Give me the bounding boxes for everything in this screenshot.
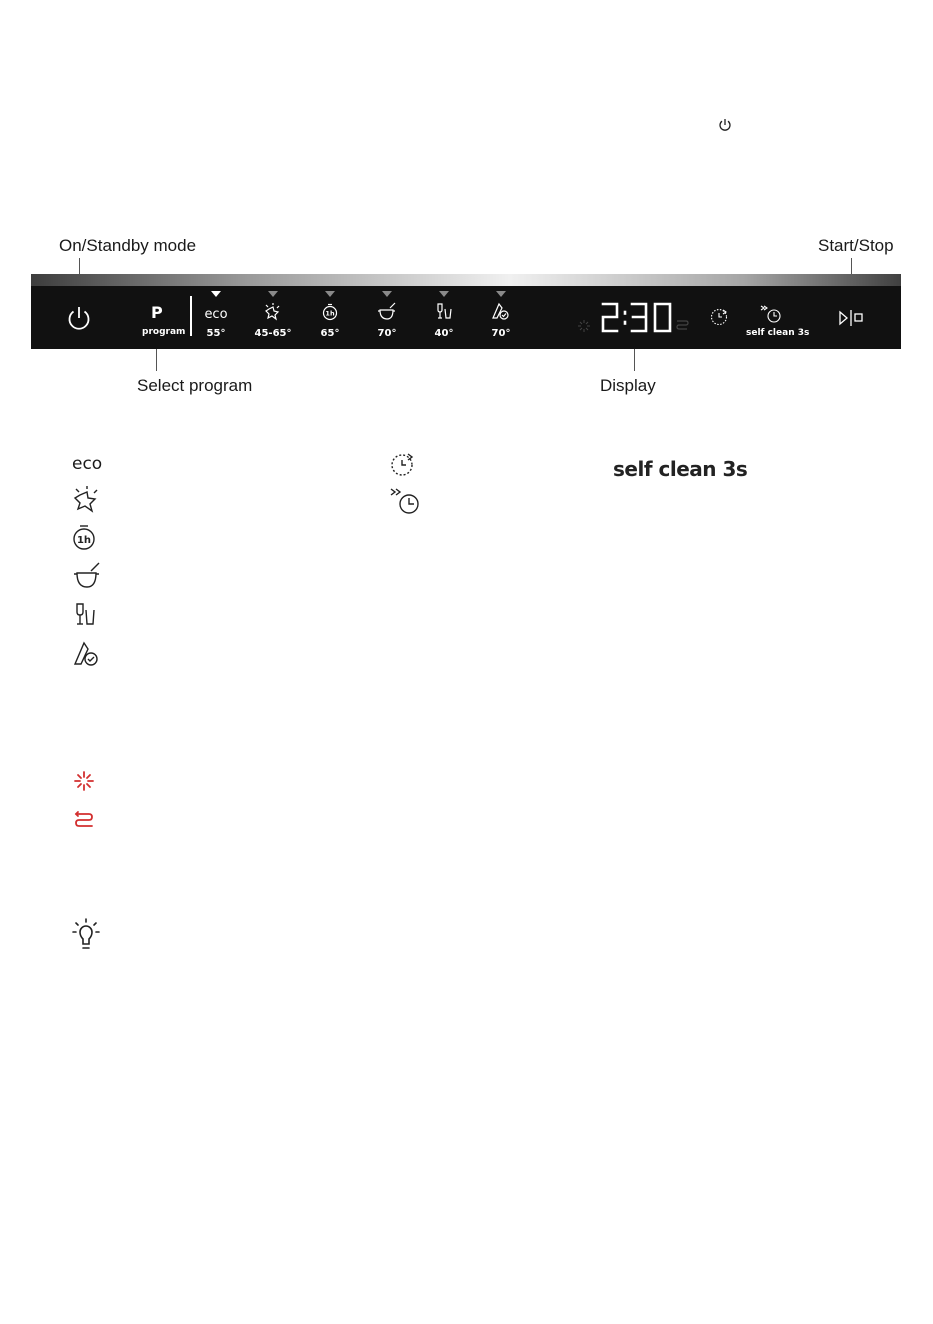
program-temp: 55° — [206, 328, 226, 339]
program-indicator-1h — [325, 291, 335, 297]
regeneration-icon — [675, 318, 689, 330]
delay-start-icon — [389, 450, 417, 478]
sparkle-icon — [72, 485, 102, 515]
program-letter: P — [151, 303, 163, 322]
program-pot-button[interactable] — [362, 300, 412, 340]
glasses-icon — [73, 602, 99, 628]
program-indicator-pot — [382, 291, 392, 297]
program-indicator-eco — [211, 291, 221, 297]
sparkle-icon — [264, 303, 282, 321]
speed-self-clean-button[interactable] — [746, 304, 821, 340]
start-stop-icon — [837, 310, 865, 326]
self-clean-label: self clean 3s — [746, 328, 810, 338]
svg-text:1h: 1h — [325, 309, 335, 318]
start-stop-button[interactable] — [837, 310, 865, 326]
seven-segment-digits — [600, 300, 675, 336]
delay-start-icon — [709, 307, 729, 327]
callout-start-stop: Start/Stop — [818, 236, 894, 255]
callout-display: Display — [600, 376, 656, 395]
glasses-icon — [435, 303, 453, 321]
program-temp: 65° — [320, 328, 340, 339]
power-icon — [66, 304, 92, 332]
program-button[interactable] — [134, 302, 184, 340]
program-indicator-glasses — [439, 291, 449, 297]
program-indicator-sparkle — [268, 291, 278, 297]
svg-text:1h: 1h — [76, 535, 92, 546]
speed-clock-icon — [759, 304, 785, 324]
program-indicator-hygiene — [496, 291, 506, 297]
callout-select-program: Select program — [137, 376, 253, 395]
on-standby-button[interactable] — [66, 304, 92, 332]
pot-icon — [72, 562, 102, 590]
rinse-aid-icon — [577, 319, 591, 333]
salt-warning-icon — [73, 810, 95, 830]
callout-on-standby: On/Standby mode — [59, 236, 197, 255]
program-1h-button[interactable] — [305, 300, 355, 340]
timer-1h-icon — [72, 524, 98, 552]
pot-icon — [377, 302, 397, 321]
program-temp: 70° — [377, 328, 397, 339]
program-sparkle-button[interactable] — [248, 300, 298, 340]
eco-icon: eco — [72, 454, 103, 474]
lightbulb-icon — [68, 917, 104, 953]
program-temp: 45-65° — [254, 328, 292, 339]
program-hygiene-button[interactable] — [476, 300, 526, 340]
panel-top-trim — [31, 274, 901, 286]
timer-1h-icon — [321, 303, 339, 321]
self-clean-text: self clean 3s — [613, 457, 748, 481]
eco-icon: eco — [204, 307, 228, 322]
time-display — [600, 300, 675, 336]
program-temp: 70° — [491, 328, 511, 339]
delay-start-button[interactable] — [709, 307, 729, 327]
power-icon — [717, 117, 733, 133]
program-temp: 40° — [434, 328, 454, 339]
program-label: program — [142, 327, 186, 337]
speed-clock-icon — [389, 487, 423, 517]
hygiene-icon — [491, 302, 511, 321]
hygiene-icon — [72, 640, 102, 668]
rinse-aid-warning-icon — [73, 770, 95, 792]
program-eco-button[interactable] — [191, 300, 241, 340]
program-glasses-button[interactable] — [419, 300, 469, 340]
control-panel — [31, 274, 901, 349]
